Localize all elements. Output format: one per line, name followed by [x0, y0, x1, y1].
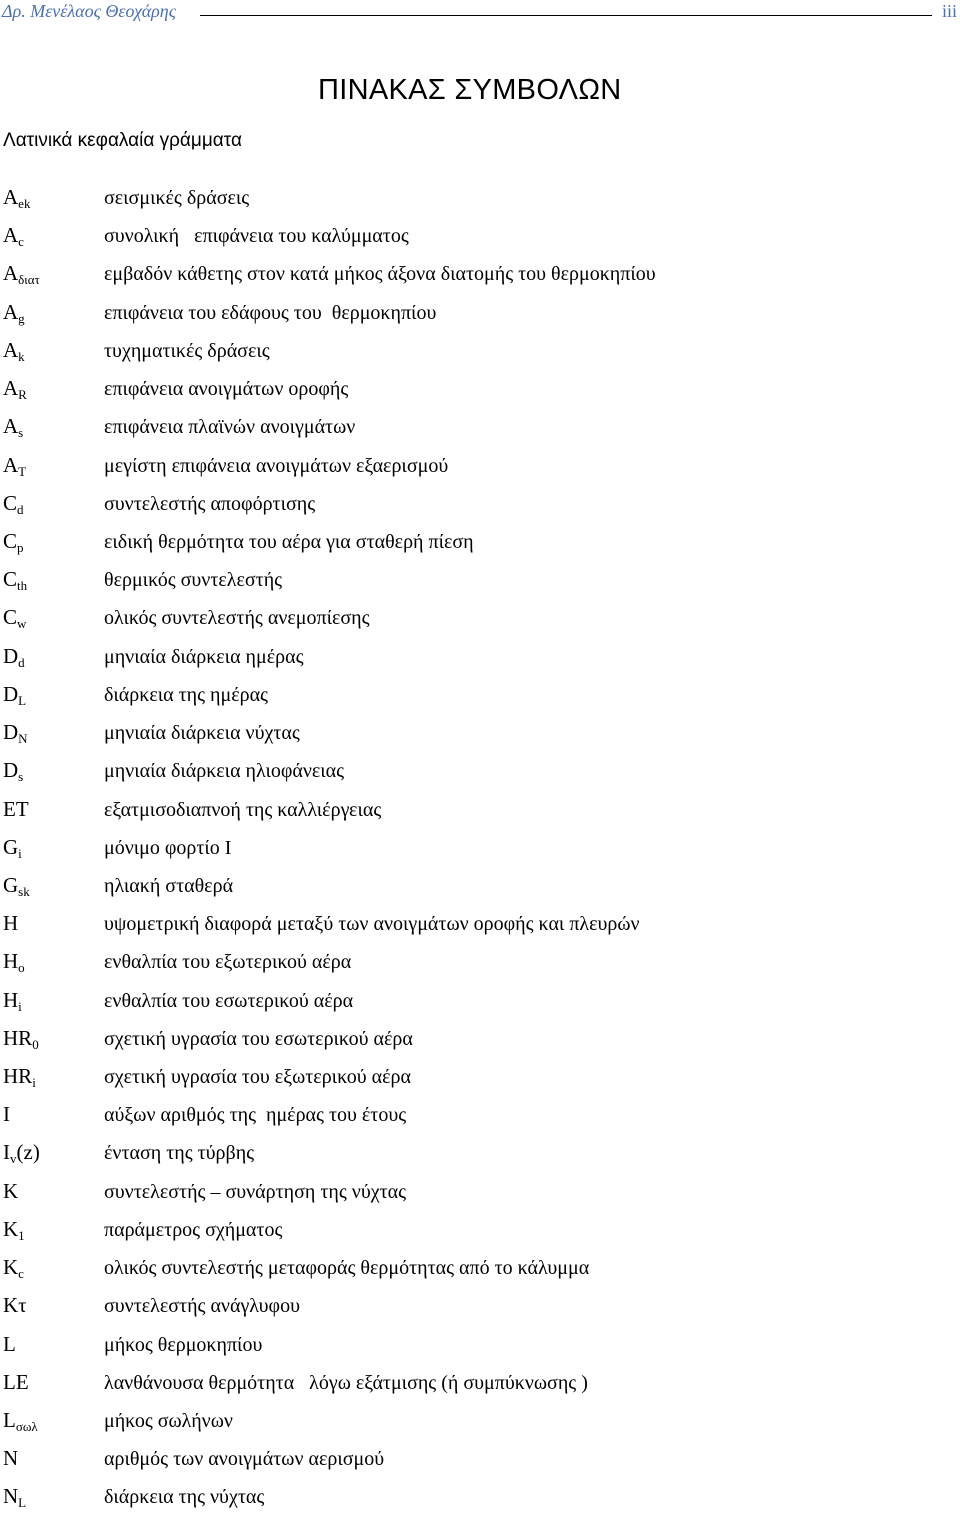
- symbol-subscript: p: [17, 539, 24, 555]
- symbol-description: συντελεστής – συνάρτηση της νύχτας: [104, 1180, 407, 1203]
- symbol: [3, 1293, 27, 1317]
- symbol-description: εμβαδόν κάθετης στον κατά μήκος άξονα διατομής του θερμοκηπίου: [104, 263, 656, 286]
- symbol-row: [0, 1213, 960, 1251]
- symbol-description: μήκος σωλήνων: [104, 1410, 233, 1432]
- symbol-main: K: [3, 1255, 19, 1280]
- symbol: [3, 300, 25, 324]
- symbol-row: [0, 831, 960, 869]
- symbol-row: [0, 1366, 960, 1404]
- symbol: [3, 491, 24, 515]
- page-header: [0, 0, 960, 26]
- symbol-subscript: d: [18, 654, 25, 670]
- symbol-description: σχετική υγρασία του εσωτερικού αέρα: [104, 1027, 413, 1050]
- symbol-description: διάρκεια της νύχτας: [104, 1486, 265, 1509]
- symbol-main: H: [3, 911, 19, 936]
- symbol-description: συντελεστής αποφόρτισης: [104, 492, 316, 515]
- section-heading: Λατινικά κεφαλαία γράμματα: [3, 130, 243, 151]
- symbol-description: μήκος θερμοκηπίου: [104, 1333, 263, 1356]
- symbol-description: μόνιμο φορτίο I: [104, 836, 232, 859]
- symbol-description: υψομετρική διαφορά μεταξύ των ανοιγμάτων οροφής και πλευρών: [104, 913, 640, 936]
- symbol: [3, 1140, 40, 1167]
- symbol-row: [0, 449, 960, 487]
- symbol: [3, 758, 24, 785]
- symbol: [3, 1179, 18, 1203]
- symbol-description: μηνιαία διάρκεια ημέρας: [104, 645, 304, 668]
- symbol: [3, 1370, 29, 1394]
- symbol-row: [0, 525, 960, 563]
- symbol-subscript: T: [18, 463, 27, 479]
- symbol-main: A: [3, 261, 19, 286]
- symbol-subscript: L: [18, 1495, 27, 1511]
- symbol-description: ειδική θερμότητα του αέρα για σταθερή πίεση: [104, 530, 474, 553]
- symbol: [3, 1026, 39, 1050]
- symbol-subscript: o: [18, 960, 25, 976]
- symbol-row: [0, 296, 960, 334]
- symbol-row: [0, 601, 960, 639]
- symbol-description: επιφάνεια πλαϊνών ανοιγμάτων: [104, 416, 356, 439]
- symbol-subscript: i: [18, 845, 22, 861]
- symbol-description: μηνιαία διάρκεια ηλιοφάνειας: [104, 760, 345, 783]
- header-author: Δρ. Μενέλαος Θεοχάρης: [2, 1, 177, 21]
- symbol-subscript: διατ: [18, 272, 40, 288]
- symbol-subscript: k: [18, 348, 25, 364]
- symbol-description: μεγίστη επιφάνεια ανοιγμάτων εξαερισμού: [104, 454, 449, 477]
- symbol: [3, 1217, 25, 1241]
- symbol: [3, 1484, 27, 1511]
- symbol-subscript: s: [18, 769, 24, 785]
- symbol-main: G: [3, 834, 19, 859]
- symbol-main: Kτ: [3, 1293, 27, 1318]
- symbol: [3, 1102, 10, 1126]
- symbol: [3, 261, 40, 288]
- symbol-description: παράμετρος σχήματος: [104, 1218, 283, 1241]
- symbol-row: [0, 907, 960, 945]
- symbol: [3, 682, 26, 706]
- header-rule: [200, 15, 932, 16]
- symbol-row: [0, 181, 960, 219]
- symbol-subscript: g: [18, 310, 25, 326]
- symbol-description: θερμικός συντελεστής: [104, 569, 283, 592]
- symbol-row: [0, 945, 960, 983]
- symbol-row: [0, 984, 960, 1022]
- symbol-main: A: [3, 185, 19, 209]
- symbol-description: διάρκεια της ημέρας: [104, 683, 268, 706]
- symbol-description: σχετική υγρασία του εξωτερικού αέρα: [104, 1066, 411, 1089]
- symbol: [3, 644, 25, 668]
- symbol-row: [0, 487, 960, 525]
- symbol-description: αριθμός των ανοιγμάτων αερισμού: [104, 1448, 385, 1471]
- symbol-subscript: v: [10, 1151, 17, 1167]
- symbol-main: C: [3, 490, 18, 515]
- symbol: [3, 414, 24, 441]
- symbol-row: [0, 716, 960, 754]
- symbol-main: I: [3, 1140, 10, 1165]
- symbol: [3, 911, 18, 935]
- symbol-main: D: [3, 681, 19, 706]
- symbol-subscript: N: [18, 731, 28, 747]
- symbol-row: [0, 1098, 960, 1136]
- symbol: [3, 529, 24, 553]
- symbol-main: N: [3, 1446, 19, 1471]
- symbol-main: A: [3, 299, 19, 324]
- symbol-description: ενθαλπία του εξωτερικού αέρα: [104, 951, 352, 974]
- symbol: [3, 185, 30, 209]
- symbol-main: C: [3, 605, 18, 630]
- symbol-subscript: L: [18, 692, 27, 708]
- symbol-subscript: c: [18, 234, 24, 250]
- symbol-row: [0, 640, 960, 678]
- symbol-row: [0, 1480, 960, 1518]
- symbol-description: συντελεστής ανάγλυφου: [104, 1295, 300, 1318]
- symbol-description: ενθαλπία του εσωτερικού αέρα: [104, 989, 354, 1012]
- symbol-description: συνολική επιφάνεια του καλύμματος: [104, 225, 409, 248]
- symbol-main: HR: [3, 1064, 33, 1089]
- symbol-description: μηνιαία διάρκεια νύχτας: [104, 722, 300, 745]
- symbol-main: L: [3, 1331, 16, 1356]
- symbol-list: [0, 181, 960, 1519]
- symbol: [3, 453, 26, 477]
- symbol-row: [0, 1404, 960, 1442]
- symbol-row: [0, 1022, 960, 1060]
- symbol-main: D: [3, 758, 19, 783]
- symbol-subscript: s: [18, 425, 24, 441]
- symbol-description: ολικός συντελεστής ανεμοπίεσης: [104, 607, 370, 630]
- symbol-subscript: i: [32, 1075, 36, 1091]
- symbol-main: LE: [3, 1369, 29, 1394]
- symbol: [3, 720, 28, 747]
- symbol-row: [0, 372, 960, 410]
- symbol-main: N: [3, 1484, 19, 1509]
- symbol-row: [0, 1060, 960, 1098]
- symbol-row: [0, 793, 960, 831]
- symbol-main: A: [3, 337, 19, 362]
- symbol-description: ένταση της τύρβης: [104, 1142, 255, 1165]
- symbol-main: C: [3, 528, 18, 553]
- symbol-subscript: c: [18, 1266, 24, 1282]
- symbol-subscript: i: [18, 998, 22, 1014]
- symbol-main: A: [3, 452, 19, 477]
- symbol: [3, 1332, 16, 1356]
- symbol-row: [0, 563, 960, 601]
- symbol-row: [0, 1442, 960, 1480]
- symbol-row: [0, 754, 960, 792]
- symbol-description: εξατμισοδιαπνοή της καλλιέργειας: [104, 798, 382, 821]
- symbol: [3, 1408, 38, 1432]
- symbol-main: L: [3, 1408, 16, 1432]
- symbol-subscript: th: [17, 578, 28, 594]
- symbol-description: τυχηματικές δράσεις: [104, 339, 270, 362]
- symbol-subscript: 0: [32, 1036, 39, 1052]
- symbol-main: H: [3, 987, 19, 1012]
- symbol: [3, 338, 25, 362]
- symbol: [3, 376, 27, 403]
- symbol-subscript: σωλ: [15, 1419, 38, 1434]
- symbol-description: επιφάνεια ανοιγμάτων οροφής: [104, 378, 349, 401]
- symbol: [3, 223, 24, 250]
- symbol-row: [0, 1251, 960, 1289]
- symbol-main: A: [3, 376, 19, 401]
- symbol-main: HR: [3, 1025, 33, 1050]
- symbol-row: [0, 1328, 960, 1366]
- symbol-main: G: [3, 872, 19, 897]
- symbol-row: [0, 678, 960, 716]
- symbol-main: A: [3, 223, 19, 248]
- symbol-row: [0, 334, 960, 372]
- symbol-row: [0, 410, 960, 448]
- symbol-description: ηλιακή σταθερά: [104, 874, 234, 897]
- symbol: [3, 567, 28, 594]
- symbol: [3, 1064, 36, 1091]
- symbol: [3, 873, 30, 897]
- symbol-subscript: d: [17, 501, 24, 517]
- symbol-subscript: w: [17, 616, 27, 632]
- symbol: [3, 1446, 18, 1470]
- symbol: [3, 797, 29, 821]
- symbol-suffix: (z): [16, 1140, 40, 1165]
- symbol-row: [0, 869, 960, 907]
- symbol-row: [0, 1136, 960, 1174]
- symbol: [3, 835, 22, 859]
- symbol-description: λανθάνουσα θερμότητα λόγω εξάτμισης (ή συμπύκνωσης ): [104, 1371, 588, 1394]
- symbol-subscript: ek: [18, 196, 31, 211]
- symbol-row: [0, 1289, 960, 1327]
- page-number: iii: [941, 1, 957, 21]
- symbol: [3, 1255, 24, 1282]
- symbol-main: K: [3, 1178, 19, 1203]
- symbol-description: επιφάνεια του εδάφους του θερμοκηπίου: [104, 301, 437, 324]
- symbol-row: [0, 1175, 960, 1213]
- symbol-main: I: [3, 1102, 10, 1127]
- symbol-row: [0, 219, 960, 257]
- symbol-description: αύξων αριθμός της ημέρας του έτους: [104, 1104, 407, 1127]
- symbol-subscript: 1: [18, 1227, 25, 1243]
- symbol: [3, 949, 25, 976]
- symbol-main: D: [3, 720, 19, 745]
- symbol: [3, 605, 27, 632]
- symbol-description: ολικός συντελεστής μεταφοράς θερμότητας από το κάλυμμα: [104, 1257, 590, 1280]
- symbol-main: C: [3, 567, 18, 592]
- symbol-main: H: [3, 949, 19, 974]
- symbol-subscript: R: [18, 387, 27, 403]
- page-title: ΠΙΝΑΚΑΣ ΣΥΜΒΟΛΩΝ: [318, 74, 622, 106]
- symbol-main: D: [3, 643, 19, 668]
- symbol-main: ET: [3, 796, 29, 821]
- symbol-main: K: [3, 1216, 19, 1241]
- symbol-description: σεισμικές δράσεις: [104, 187, 250, 209]
- symbol-row: [0, 257, 960, 295]
- symbol: [3, 988, 22, 1012]
- symbol-main: A: [3, 414, 19, 439]
- symbol-subscript: sk: [18, 883, 30, 899]
